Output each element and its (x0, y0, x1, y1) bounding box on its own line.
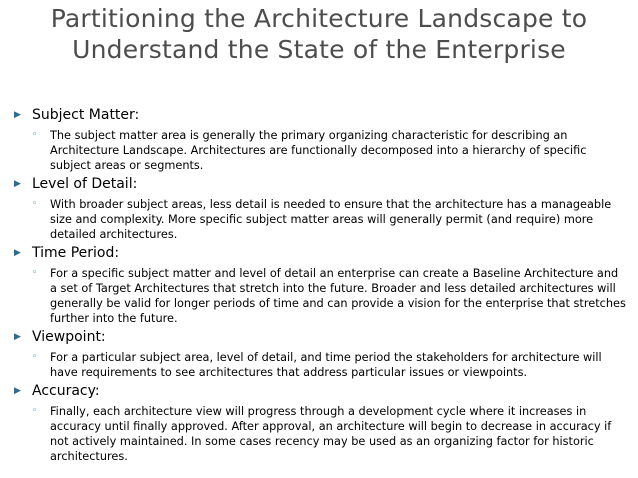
sub-bullet-row (32, 266, 626, 326)
bullet-heading-row (14, 175, 626, 193)
bullet-list (14, 106, 626, 466)
slide-title-line-2: Understand the State of the Enterprise (72, 35, 566, 64)
sub-bullet-text: With broader subject areas, less detail is needed to ensure that the architecture has a manageable size and complexity. More specific subject matter areas will generally permit (and require) more detailed architectures. (50, 198, 612, 241)
triangle-right-icon: ▶ (14, 110, 21, 120)
hollow-circle-icon: ◦ (32, 268, 38, 278)
bullet-heading-row (14, 106, 626, 124)
hollow-circle-icon: ◦ (32, 352, 38, 362)
bullet-heading: Subject Matter: (32, 107, 140, 123)
bullet-item-viewpoint (14, 328, 626, 380)
hollow-circle-icon: ◦ (32, 406, 38, 416)
bullet-item-accuracy (14, 382, 626, 464)
bullet-heading: Time Period: (32, 245, 120, 261)
sub-bullet-text: Finally, each architecture view will progress through a development cycle where it increases in accuracy until finally approved. After approval, an architecture will begin to decrease in accuracy if not actively maintained. In some cases recency may be used as an organizing factor for historic architectures. (50, 405, 612, 463)
bullet-item-time-period (14, 244, 626, 326)
bullet-item-subject-matter (14, 106, 626, 173)
sub-bullet-row (32, 128, 626, 173)
slide-title (0, 3, 638, 65)
triangle-right-icon: ▶ (14, 179, 21, 189)
hollow-circle-icon: ◦ (32, 130, 38, 140)
bullet-heading-row (14, 382, 626, 400)
sub-bullet-text: For a specific subject matter and level of detail an enterprise can create a Baseline Architecture and a set of Target Architectures that stretch into the future. Broader and less detailed architectures will generally be valid for longer periods of time and can provide a vision for the enterprise that stretches further into the future. (50, 267, 626, 325)
sub-bullet-row (32, 350, 626, 380)
slide-title-line-1: Partitioning the Architecture Landscape to (50, 4, 588, 33)
sub-bullet-text: The subject matter area is generally the primary organizing characteristic for describing an Architecture Landscape. Architectures are functionally decomposed into a hierarchy of specific subject areas or segments. (50, 129, 587, 172)
bullet-heading: Accuracy: (32, 383, 100, 399)
triangle-right-icon: ▶ (14, 248, 21, 258)
bullet-heading-row (14, 244, 626, 262)
bullet-heading: Level of Detail: (32, 176, 138, 192)
sub-bullet-row (32, 404, 626, 464)
sub-bullet-text: For a particular subject area, level of detail, and time period the stakeholders for architecture will have requirements to see architectures that address particular issues or viewpoints. (50, 351, 602, 379)
bullet-heading-row (14, 328, 626, 346)
triangle-right-icon: ▶ (14, 332, 21, 342)
sub-bullet-row (32, 197, 626, 242)
hollow-circle-icon: ◦ (32, 199, 38, 209)
bullet-item-level-of-detail (14, 175, 626, 242)
triangle-right-icon: ▶ (14, 386, 21, 396)
bullet-heading: Viewpoint: (32, 329, 106, 345)
